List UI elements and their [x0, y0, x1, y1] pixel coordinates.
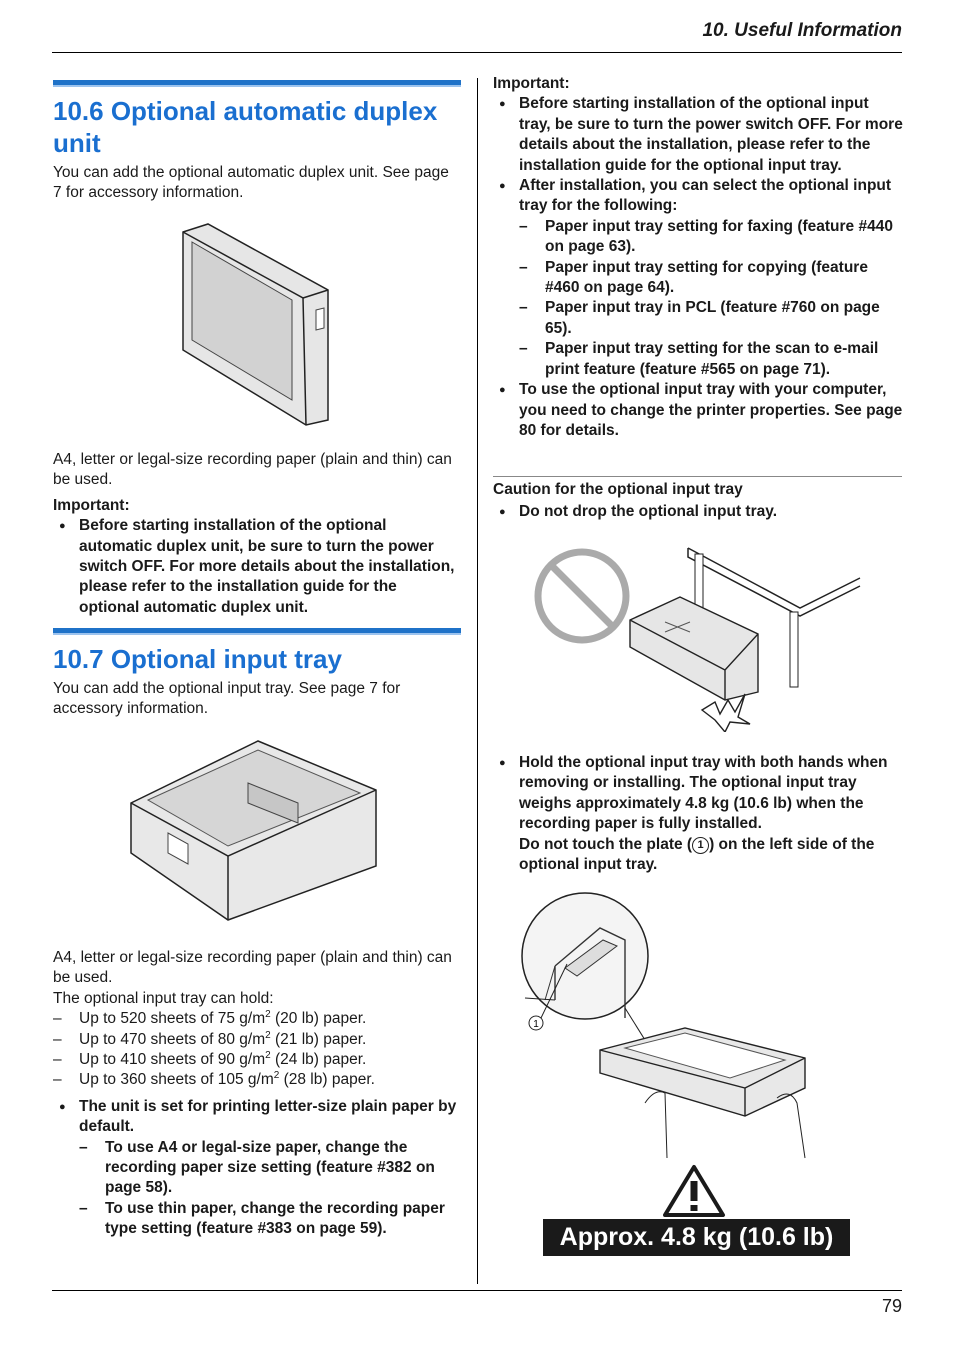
important-item: ● To use the optional input tray with your computer, you need to change the printer properties. See page 80 for details.	[493, 380, 903, 441]
handling-section	[493, 753, 903, 875]
important-label: Important:	[53, 496, 130, 514]
footer-rule	[52, 1290, 902, 1291]
header-rule	[52, 52, 902, 53]
hold-note: ● Hold the optional input tray with both hands when removing or installing. The optional input tray weighs approximately 4.8 kg (10.6 lb) when the recording paper is fully installed. Do not touch the plate ( 1 ) on the left side of the optional input tray.	[493, 753, 903, 875]
capacity-item: – Up to 360 sheets of 105 $g/m^2$ (28 lb) paper.	[53, 1070, 461, 1090]
page-number: 79	[881, 1296, 902, 1316]
prohibition-icon	[538, 552, 626, 640]
capacity-item: – Up to 470 sheets of 80 $g/m^2$ (21 lb) paper.	[53, 1030, 461, 1050]
caution-rule	[493, 476, 902, 477]
paper-note: A4, letter or legal-size recording paper (plain and thin) can be used.	[53, 949, 452, 987]
svg-text:1: 1	[533, 1019, 539, 1030]
plate-marker: 1	[692, 837, 709, 854]
sub-note: – To use A4 or legal-size paper, change the recording paper size setting (feature #382 on page 58).	[53, 1138, 461, 1199]
section-intro: You can add the optional automatic duplex unit. See page 7 for accessory information.	[53, 164, 449, 202]
section-duplex-unit	[53, 80, 461, 204]
caution-section	[493, 480, 903, 523]
paper-note: A4, letter or legal-size recording paper (plain and thin) can be used.	[53, 451, 452, 489]
column-divider	[477, 78, 478, 1284]
feature-item: – Paper input tray setting for the scan to e-mail print feature (feature #565 on page 71).	[493, 339, 903, 380]
capacity-list	[53, 1009, 461, 1091]
input-tray-details	[53, 948, 461, 1240]
feature-item: – Paper input tray setting for copying (feature #460 on page 64).	[493, 258, 903, 299]
input-tray-important	[493, 74, 903, 441]
do-not-drop-illustration	[530, 542, 865, 732]
caution-item: ● Do not drop the optional input tray.	[493, 502, 903, 522]
caution-title: Caution for the optional input tray	[493, 481, 743, 498]
section-bar	[53, 80, 461, 87]
section-title: 10.7 Optional input tray	[53, 644, 342, 674]
section-intro: You can add the optional input tray. See page 7 for accessory information.	[53, 680, 401, 718]
important-item: ● Before starting installation of the optional automatic duplex unit, be sure to turn the power switch OFF. For more details about the installation, please refer to the installation guide for the optional automatic duplex unit.	[53, 516, 461, 618]
tray-handling-illustration	[515, 888, 815, 1168]
weight-banner: Approx. 4.8 kg (10.6 lb)	[543, 1219, 850, 1256]
section-title: 10.6 Optional automatic duplex unit	[53, 96, 438, 158]
running-header: 10. Useful Information	[702, 20, 902, 41]
section-input-tray	[53, 628, 461, 720]
section-bar	[53, 628, 461, 635]
important-item: ● Before starting installation of the optional input tray, be sure to turn the power switch OFF. For more details about the installation, please refer to the installation guide for the optional input tray.	[493, 94, 903, 176]
important-item: ● After installation, you can select the optional input tray for the following:	[493, 176, 903, 217]
sub-note: – To use thin paper, change the recording paper type setting (feature #383 on page 59).	[53, 1199, 461, 1240]
duplex-unit-illustration	[178, 220, 333, 428]
feature-item: – Paper input tray in PCL (feature #760 on page 65).	[493, 298, 903, 339]
input-tray-illustration	[128, 738, 380, 924]
feature-item: – Paper input tray setting for faxing (feature #440 on page 63).	[493, 217, 903, 258]
capacity-item: – Up to 410 sheets of 90 $g/m^2$ (24 lb) paper.	[53, 1050, 461, 1070]
default-note: ● The unit is set for printing letter-size plain paper by default.	[53, 1097, 461, 1138]
important-label: Important:	[493, 75, 570, 92]
capacity-item: – Up to 520 sheets of 75 $g/m^2$ (20 lb) paper.	[53, 1009, 461, 1029]
duplex-details	[53, 450, 461, 618]
capacity-intro: The optional input tray can hold:	[53, 989, 274, 1007]
warning-icon	[662, 1164, 726, 1218]
